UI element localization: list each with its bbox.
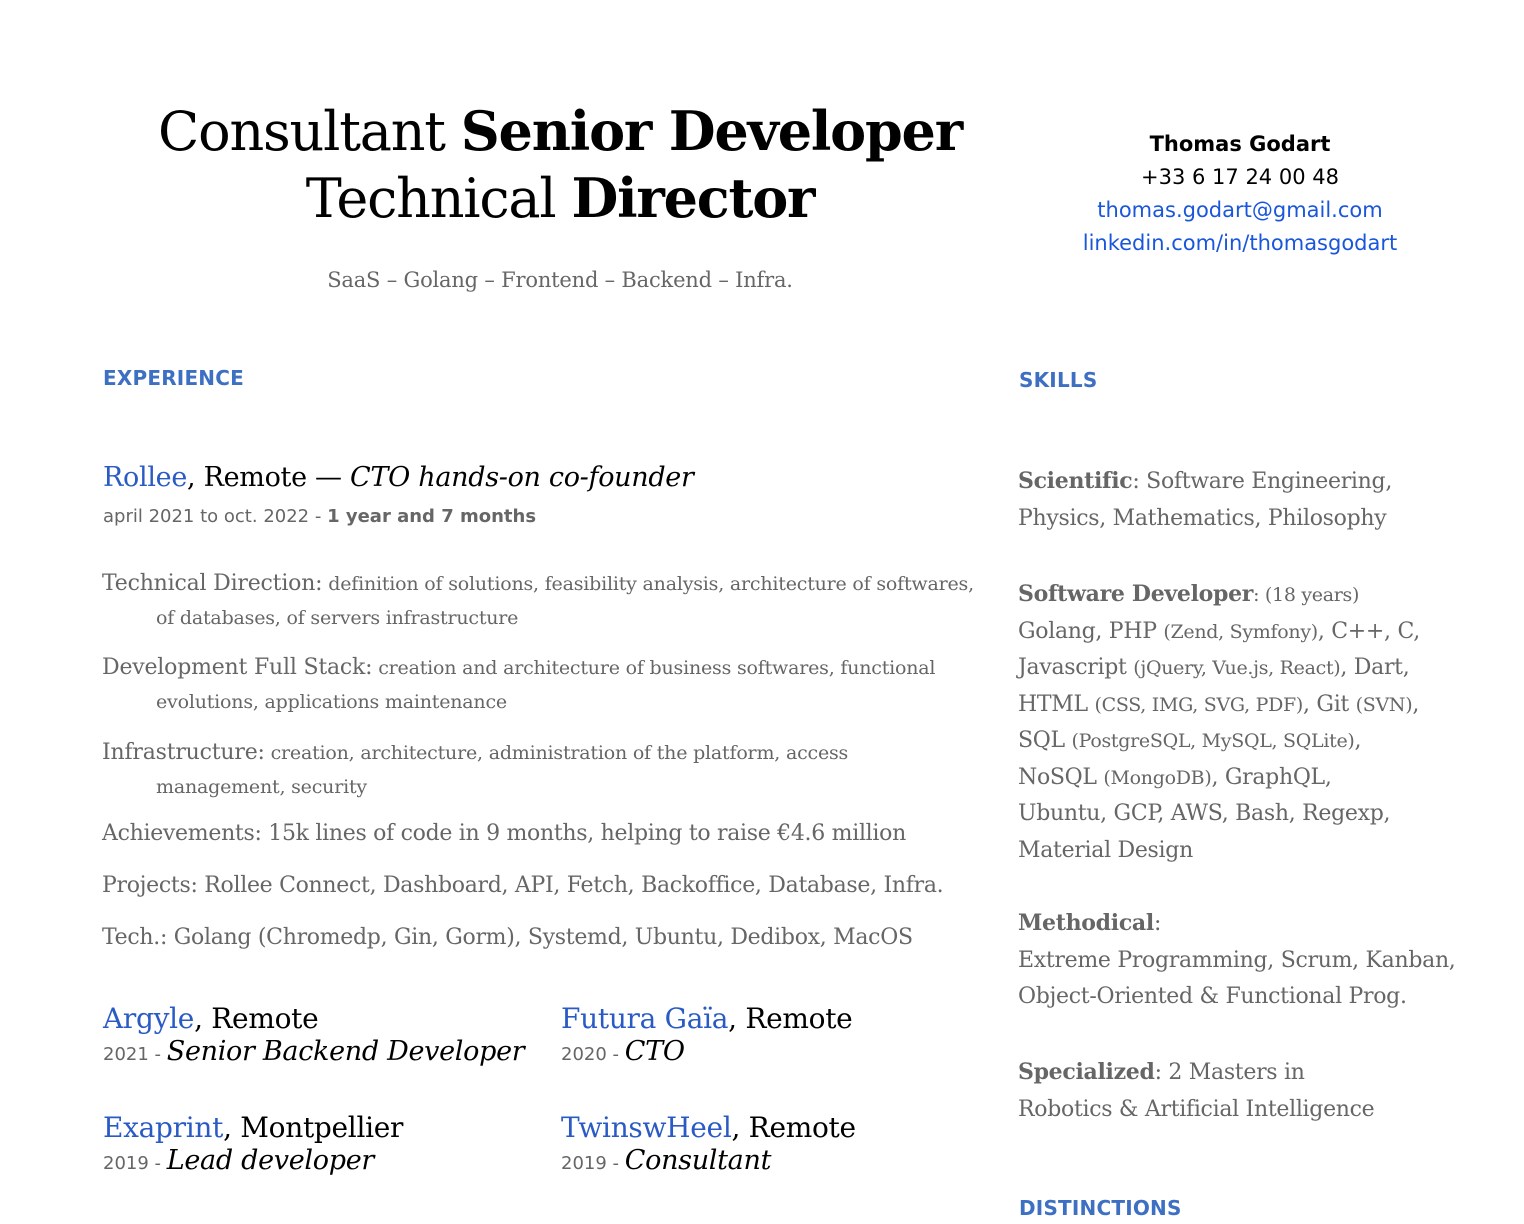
skill-years: : (18 years) [1253, 584, 1360, 606]
skill-key: Methodical [1018, 910, 1154, 936]
skill-line: : 2 Masters in [1154, 1060, 1305, 1085]
page-title [100, 98, 1020, 232]
job-item-text: creation and architecture of business softwares, functional evolutions, applications maintenance [156, 657, 936, 713]
skill-text: : Software Engineering, Physics, Mathematics, Philosophy [1018, 469, 1393, 531]
distinctions-heading: DISTINCTIONS [1019, 1196, 1182, 1220]
skill-software [1018, 576, 1488, 869]
skill-line: NoSQL [1018, 764, 1104, 790]
job-achievements: Achievements: 15k lines of code in 9 months, helping to raise €4.6 million [102, 821, 906, 846]
skill-scientific [1018, 463, 1438, 537]
skill-key: Specialized [1018, 1059, 1155, 1085]
skill-line: , Git [1303, 691, 1356, 717]
skill-line: , Dart, [1340, 655, 1410, 680]
job-item-text: creation, architecture, administration of the platform, access management, security [156, 742, 849, 798]
job-item-technical-direction [102, 567, 992, 635]
title-line1-bold: Senior Developer [460, 99, 962, 163]
job-twinswheel-date [561, 1145, 771, 1176]
job-role: Senior Backend Developer [166, 1036, 525, 1067]
skill-line: SQL [1018, 728, 1072, 753]
job-year: 2021 - [103, 1044, 167, 1065]
skill-line: Material Design [1018, 837, 1193, 863]
skill-line-detail: (PostgreSQL, MySQL, SQLite) [1071, 730, 1355, 752]
job-futura-date [561, 1036, 685, 1067]
job-role: Lead developer [166, 1145, 374, 1176]
contact-linkedin-link[interactable]: linkedin.com/in/thomasgodart [1082, 231, 1398, 255]
skill-line-detail: (MongoDB) [1103, 766, 1212, 789]
job-location: , Remote [194, 1002, 319, 1035]
job-exaprint-title [103, 1111, 403, 1144]
skill-methodical [1018, 905, 1488, 1016]
job-item-key: Technical Direction: [102, 571, 323, 596]
contact-email-link[interactable]: thomas.godart@gmail.com [1097, 198, 1383, 222]
job-item-key: Infrastructure: [102, 740, 265, 765]
job-item-key: Development Full Stack: [102, 655, 373, 680]
contact-block [1040, 128, 1440, 260]
skill-specialized [1018, 1054, 1488, 1128]
skills-heading: SKILLS [1019, 368, 1098, 392]
main-job-title [103, 462, 694, 493]
skill-colon: : [1153, 911, 1162, 936]
job-location: , Remote [728, 1002, 853, 1035]
skill-line: Golang, PHP [1018, 618, 1164, 644]
skill-line: , [1412, 691, 1420, 717]
skill-line-detail: (SVN) [1355, 693, 1413, 716]
job-argyle-date [103, 1036, 524, 1067]
job-exaprint-date [103, 1145, 374, 1176]
job-item-text: definition of solutions, feasibility analysis, architecture of softwares, of databases, of servers infrastructure [156, 573, 974, 629]
contact-name: Thomas Godart [1149, 132, 1331, 156]
main-job-location: , Remote — [187, 462, 351, 493]
job-company-link[interactable]: TwinswHeel [561, 1111, 732, 1144]
job-tech: Tech.: Golang (Chromedp, Gin, Gorm), Systemd, Ubuntu, Dedibox, MacOS [102, 925, 913, 950]
main-job-duration: 1 year and 7 months [327, 506, 537, 527]
page-subtitle: SaaS – Golang – Frontend – Backend – Infra. [327, 268, 793, 292]
job-year: 2019 - [561, 1153, 625, 1174]
job-year: 2019 - [103, 1153, 167, 1174]
job-item-infrastructure [102, 736, 862, 804]
job-location: , Remote [731, 1111, 856, 1144]
skill-line: , GraphQL, [1211, 764, 1332, 790]
job-projects: Projects: Rollee Connect, Dashboard, API, Fetch, Backoffice, Database, Infra. [102, 873, 944, 898]
job-company-link[interactable]: Futura Gaïa [561, 1002, 729, 1035]
skill-line: Javascript [1018, 655, 1134, 680]
contact-phone: +33 6 17 24 00 48 [1141, 165, 1339, 189]
job-twinswheel-title [561, 1111, 856, 1144]
job-location: , Montpellier [223, 1111, 404, 1144]
job-role: CTO [624, 1036, 685, 1067]
job-role: Consultant [624, 1145, 772, 1176]
main-job-role: CTO hands-on co-founder [350, 462, 694, 493]
experience-heading: EXPERIENCE [103, 366, 244, 390]
skill-key: Scientific [1018, 468, 1133, 494]
job-argyle-title [103, 1002, 318, 1035]
main-job-dates [103, 506, 536, 527]
title-line2-regular: Technical [305, 167, 572, 230]
job-futura-title [561, 1002, 852, 1035]
skill-line: , [1354, 728, 1362, 753]
job-company-link[interactable]: Argyle [103, 1002, 195, 1035]
skill-line: Object-Oriented & Functional Prog. [1018, 984, 1407, 1009]
skill-key: Software Developer [1018, 581, 1254, 607]
skill-line: , C++, C, [1317, 618, 1420, 644]
main-job-date-range: april 2021 to oct. 2022 - [103, 506, 328, 527]
skill-line: Robotics & Artificial Intelligence [1018, 1096, 1375, 1122]
skill-line: HTML [1018, 691, 1095, 717]
main-job-company-link[interactable]: Rollee [103, 462, 188, 493]
skill-line: Extreme Programming, Scrum, Kanban, [1018, 947, 1456, 973]
skill-line: Ubuntu, GCP, AWS, Bash, Regexp, [1018, 801, 1391, 826]
title-line2-bold: Director [571, 166, 815, 230]
skill-line-detail: (CSS, IMG, SVG, PDF) [1094, 693, 1304, 716]
job-year: 2020 - [561, 1044, 625, 1065]
skill-line-detail: (Zend, Symfony) [1163, 620, 1318, 643]
title-line1-regular: Consultant [158, 100, 461, 163]
skill-line-detail: (jQuery, Vue.js, React) [1133, 657, 1341, 679]
job-company-link[interactable]: Exaprint [103, 1111, 224, 1144]
job-item-development [102, 651, 992, 719]
